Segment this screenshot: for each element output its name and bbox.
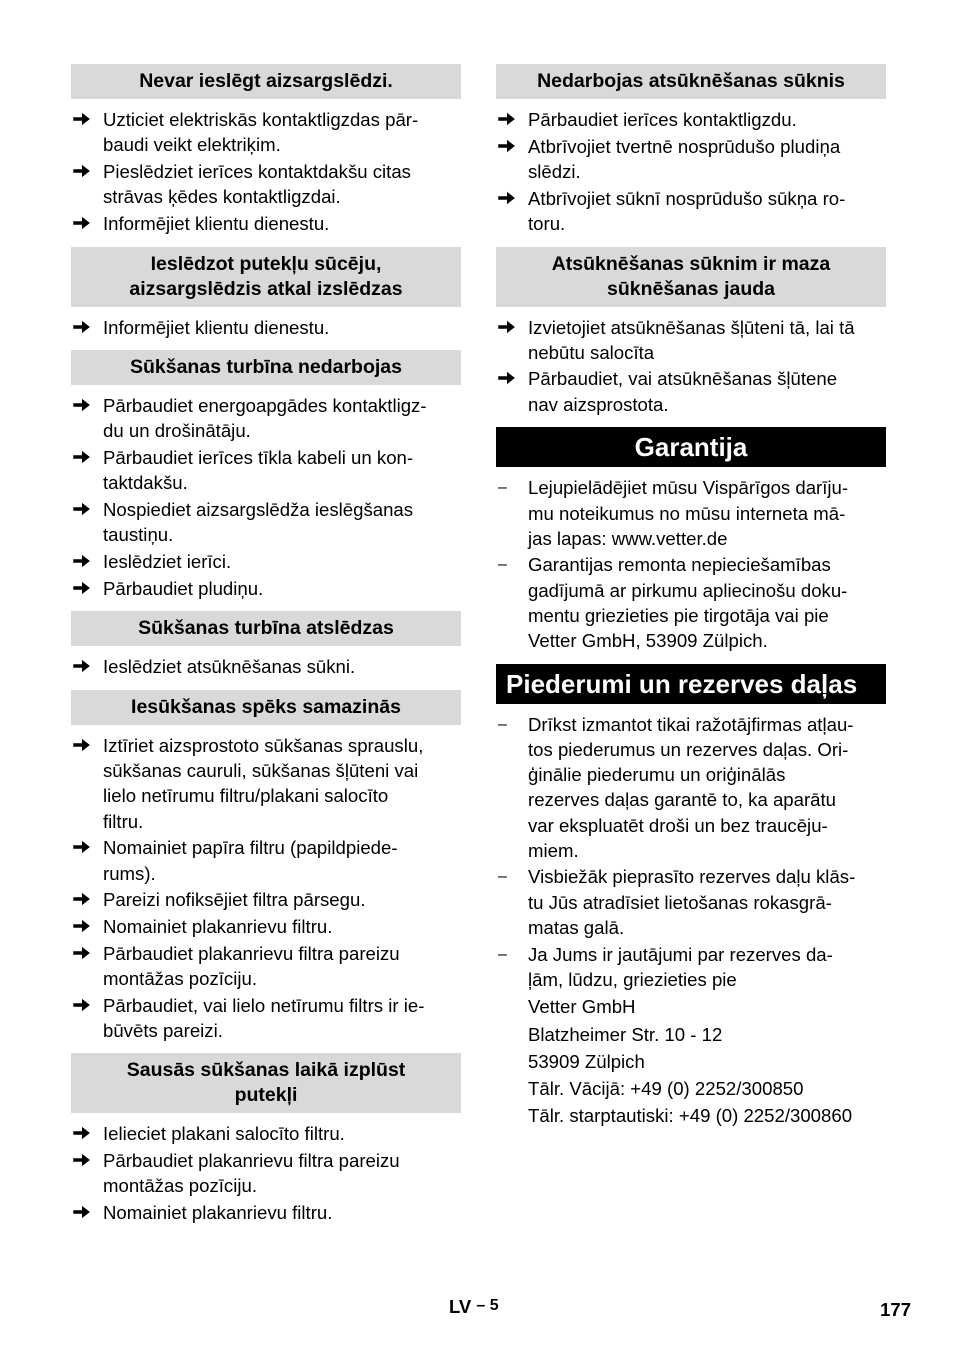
arrow-right-icon bbox=[73, 993, 97, 1018]
contact-block bbox=[528, 993, 886, 1129]
list-item: Ielieciet plakani salocīto filtru. bbox=[71, 1121, 461, 1146]
section-heading: Ieslēdzot putekļu sūcēju, aizsargslēdzis atkal izslēdzas bbox=[71, 247, 461, 307]
arrow-right-icon bbox=[73, 445, 97, 470]
footer-section-page: – 5 bbox=[476, 1297, 499, 1314]
list-item: Nospiediet aizsargslēdža ieslēgšanas taustiņu. bbox=[71, 497, 461, 547]
list-item: Atbrīvojiet sūknī nosprūdušo sūkņa ro- toru. bbox=[496, 186, 886, 236]
instruction-list bbox=[496, 307, 886, 428]
list-item: Ieslēdziet atsūknēšanas sūkni. bbox=[71, 654, 461, 679]
arrow-right-icon bbox=[73, 1148, 97, 1173]
arrow-right-icon bbox=[73, 1200, 97, 1225]
list-item: Pārbaudiet plakanrievu filtra pareizu montāžas pozīciju. bbox=[71, 1148, 461, 1198]
list-item: – Lejupielādējiet mūsu Vispārīgos darīju- mu noteikumus no mūsu interneta mā- jas lapas: www.vetter.de bbox=[498, 477, 849, 549]
section-heading: Sausās sūkšanas laikā izplūst putekļi bbox=[71, 1053, 461, 1113]
contact-phone-intl: Tālr. starptautiski: +49 (0) 2252/300860 bbox=[528, 1105, 853, 1127]
list-item: Ieslēdziet ierīci. bbox=[71, 549, 461, 574]
section-heading: Iesūkšanas spēks samazinās bbox=[71, 690, 461, 725]
list-item: Nomainiet plakanrievu filtru. bbox=[71, 1200, 461, 1225]
arrow-right-icon bbox=[73, 393, 97, 418]
list-item: Pārbaudiet, vai lielo netīrumu filtrs ir ie- būvēts pareizi. bbox=[71, 993, 461, 1043]
arrow-right-icon bbox=[73, 497, 97, 522]
list-item: – Drīkst izmantot tikai ražotājfirmas atļau- tos piederumus un rezerves daļas. Ori- ģinālie piederumu un oriģinālās rezerves daļas garantē to, ka aparātu var ekspluatēt droši un bez traucēju- miem. bbox=[498, 713, 854, 861]
contact-company: Vetter GmbH bbox=[528, 996, 636, 1018]
list-item: Iztīriet aizsprostoto sūkšanas sprauslu, sūkšanas cauruli, sūkšanas šļūteni vai lielo netīrumu filtru/plakani salocīto filtru. bbox=[71, 733, 461, 834]
list-item: Nomainiet plakanrievu filtru. bbox=[71, 914, 461, 939]
section-heading: Nedarbojas atsūknēšanas sūknis bbox=[496, 64, 886, 99]
dash-bullet: – bbox=[498, 715, 507, 733]
arrow-right-icon bbox=[73, 1121, 97, 1146]
arrow-right-icon bbox=[73, 211, 97, 236]
left-column bbox=[71, 64, 461, 1236]
arrow-right-icon bbox=[73, 835, 97, 860]
list-item: Informējiet klientu dienestu. bbox=[71, 315, 461, 340]
piederumi-heading: Piederumi un rezerves daļas bbox=[496, 664, 886, 704]
list-item: Pareizi nofiksējiet filtra pārsegu. bbox=[71, 887, 461, 912]
arrow-right-icon bbox=[498, 366, 522, 391]
footer-section-label bbox=[449, 1296, 499, 1318]
instruction-list bbox=[71, 646, 461, 690]
instruction-list bbox=[71, 385, 461, 611]
list-item: Nomainiet papīra filtru (papildpiede- rums). bbox=[71, 835, 461, 885]
right-column bbox=[496, 64, 886, 1140]
list-item: Informējiet klientu dienestu. bbox=[71, 211, 461, 236]
list-item: Uzticiet elektriskās kontaktligzdas pār- baudi veikt elektriķim. bbox=[71, 107, 461, 157]
list-item: – Ja Jums ir jautājumi par rezerves da- ļām, lūdzu, griezieties pie Vetter GmbH Blatzheimer Str. 10 - 12 53909 Zülpich Tālr. Vācijā: +49 (0) 2252/300850 Tālr. starptautiski: +49 (0) 2252/300860 bbox=[496, 942, 886, 1130]
instruction-list bbox=[496, 99, 886, 247]
list-item: Pārbaudiet plakanrievu filtra pareizu montāžas pozīciju. bbox=[71, 941, 461, 991]
instruction-list bbox=[71, 725, 461, 1053]
contact-phone-de: Tālr. Vācijā: +49 (0) 2252/300850 bbox=[528, 1078, 804, 1100]
dash-bullet: – bbox=[498, 556, 507, 574]
arrow-right-icon bbox=[73, 159, 97, 184]
instruction-list bbox=[71, 99, 461, 247]
instruction-list bbox=[71, 1113, 461, 1235]
contact-city: 53909 Zülpich bbox=[528, 1050, 645, 1072]
arrow-right-icon bbox=[498, 107, 522, 132]
page-number: 177 bbox=[880, 1299, 911, 1320]
arrow-right-icon bbox=[498, 186, 522, 211]
arrow-right-icon bbox=[73, 733, 97, 758]
dash-bullet: – bbox=[498, 868, 507, 886]
list-item: Pārbaudiet energoapgādes kontaktligz- du un drošinātāju. bbox=[71, 393, 461, 443]
arrow-right-icon bbox=[73, 654, 97, 679]
arrow-right-icon bbox=[73, 914, 97, 939]
list-item: Pārbaudiet ierīces kontaktligzdu. bbox=[496, 107, 886, 132]
dash-bullet: – bbox=[498, 945, 507, 963]
list-item: Izvietojiet atsūknēšanas šļūteni tā, lai tā nebūtu salocīta bbox=[496, 315, 886, 365]
list-item: Pārbaudiet, vai atsūknēšanas šļūtene nav aizsprostota. bbox=[496, 366, 886, 416]
arrow-right-icon bbox=[73, 576, 97, 601]
section-heading: Sūkšanas turbīna atslēdzas bbox=[71, 611, 461, 646]
dash-bullet: – bbox=[498, 479, 507, 497]
arrow-right-icon bbox=[498, 315, 522, 340]
contact-street: Blatzheimer Str. 10 - 12 bbox=[528, 1023, 723, 1045]
arrow-right-icon bbox=[498, 134, 522, 159]
list-item: Atbrīvojiet tvertnē nosprūdušo pludiņa slēdzi. bbox=[496, 134, 886, 184]
list-item: – Garantijas remonta nepieciešamības gadījumā ar pirkumu apliecinošu doku- mentu griezieties pie tirgotāja vai pie Vetter GmbH, 53909 Zülpich. bbox=[498, 554, 848, 652]
arrow-right-icon bbox=[73, 107, 97, 132]
arrow-right-icon bbox=[73, 941, 97, 966]
arrow-right-icon bbox=[73, 549, 97, 574]
section-heading: Atsūknēšanas sūknim ir maza sūknēšanas jauda bbox=[496, 247, 886, 307]
list-item: Pārbaudiet ierīces tīkla kabeli un kon- taktdakšu. bbox=[71, 445, 461, 495]
garantija-list bbox=[496, 467, 886, 663]
list-item: Pieslēdziet ierīces kontaktdakšu citas strāvas ķēdes kontaktligzdai. bbox=[71, 159, 461, 209]
list-item: Pārbaudiet pludiņu. bbox=[71, 576, 461, 601]
arrow-right-icon bbox=[73, 887, 97, 912]
section-heading: Sūkšanas turbīna nedarbojas bbox=[71, 350, 461, 385]
footer-lang: LV bbox=[449, 1296, 472, 1317]
list-item: – Visbiežāk pieprasīto rezerves daļu klās- tu Jūs atradīsiet lietošanas rokasgrā- matas galā. bbox=[498, 866, 856, 938]
section-heading: Nevar ieslēgt aizsargslēdzi. bbox=[71, 64, 461, 99]
instruction-list bbox=[71, 307, 461, 351]
piederumi-list bbox=[496, 704, 886, 1140]
arrow-right-icon bbox=[73, 315, 97, 340]
garantija-heading: Garantija bbox=[496, 427, 886, 467]
